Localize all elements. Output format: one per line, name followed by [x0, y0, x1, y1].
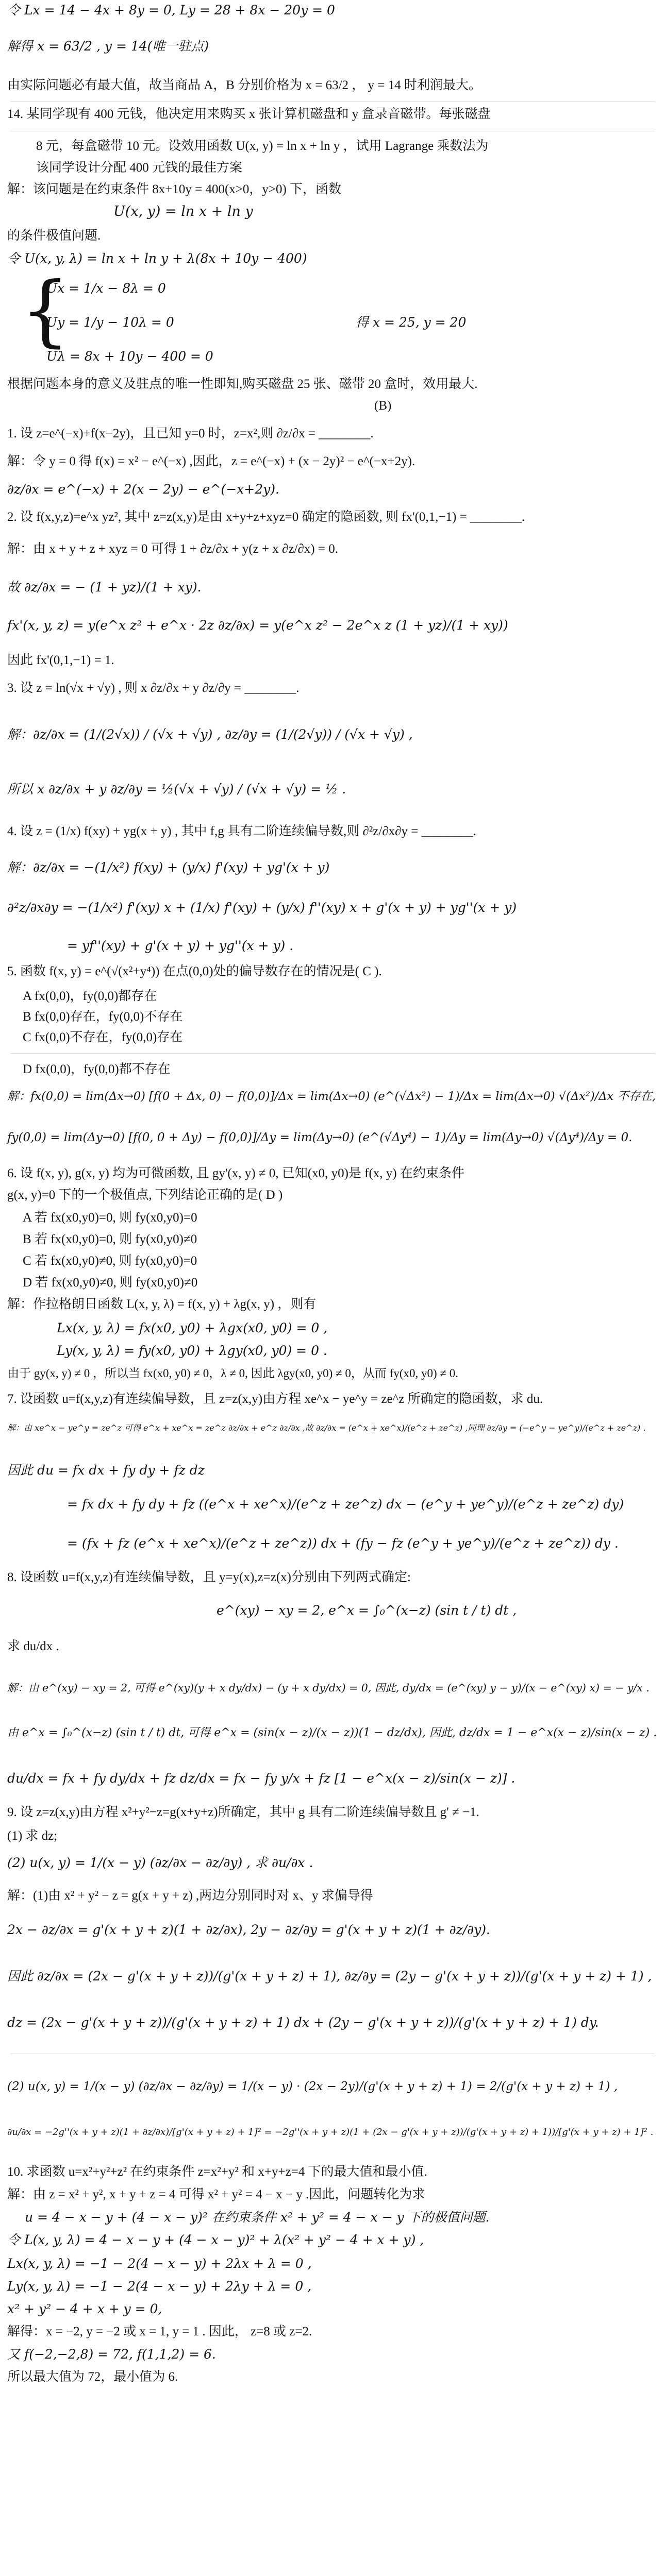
- problem-statement: 7. 设函数 u=f(x,y,z)有连续偏导数，且 z=z(x,y)由方程 xe^x − ye^y = ze^z 所确定的隐函数，求 du.: [7, 1392, 543, 1406]
- formula: 解：∂z/∂x = −(1/x²) f(xy) + (y/x) f'(xy) + yg'(x + y): [7, 860, 330, 875]
- formula: x² + y² − 4 + x + y = 0,: [7, 2301, 162, 2316]
- text-line: 该同学设计分配 400 元钱的最佳方案: [36, 161, 243, 175]
- text-line: 因此 fx'(0,1,−1) = 1.: [7, 653, 114, 667]
- text-line: 解：该问题是在约束条件 8x+10y = 400(x>0，y>0) 下，函数: [7, 182, 342, 196]
- problem-14-statement: 14. 某同学现有 400 元钱，他决定用来购买 x 张计算机磁盘和 y 盒录音磁带。每张磁盘: [7, 107, 491, 121]
- section-heading: (B): [374, 399, 392, 413]
- formula: = fx dx + fy dy + fz ((e^x + xe^x)/(e^z + ze^z) dx − (e^y + ye^y)/(e^z + ze^z) dy): [67, 1497, 624, 1512]
- formula: 由 e^x = ∫₀^(x−z) (sin t / t) dt, 可得 e^x = (sin(x − z)/(x − z))(1 − dz/dx), 因此, dz/dx = 1 − e^x(x − z)/sin(x − z) .: [7, 1726, 657, 1739]
- formula: Ux = 1/x − 8λ = 0: [46, 281, 166, 296]
- formula: 所以 x ∂z/∂x + y ∂z/∂y = ½(√x + √y) / (√x + √y) = ½ .: [7, 782, 346, 796]
- problem-statement: 4. 设 z = (1/x) f(xy) + yg(x + y) , 其中 f,g 具有二阶连续偏导数,则 ∂²z/∂x∂y = ________.: [7, 824, 476, 838]
- formula: u = 4 − x − y + (4 − x − y)² 在约束条件 x² + y² = 4 − x − y 下的极值问题.: [25, 2210, 490, 2225]
- text-line: 解：作拉格朗日函数 L(x, y, λ) = f(x, y) + λg(x, y) ，则有: [7, 1297, 317, 1311]
- formula: = (fx + fz (e^x + xe^x)/(e^z + ze^z)) dx + (fy − fz (e^y + ye^y)/(e^z + ze^z)) dy .: [67, 1536, 619, 1551]
- formula: ∂z/∂x = e^(−x) + 2(x − 2y) − e^(−x+2y).: [7, 482, 279, 497]
- formula: 又 f(−2,−2,8) = 72, f(1,1,2) = 6.: [7, 2347, 216, 2362]
- formula: (2) u(x, y) = 1/(x − y) (∂z/∂x − ∂z/∂y) = 1/(x − y) · (2x − 2y)/(g'(x + y + z) + 1) = 2/(g'(x + y + z) + 1) ,: [7, 2080, 618, 2093]
- choice-b: B fx(0,0)存在，fy(0,0)不存在: [23, 1010, 183, 1024]
- formula: Lx(x, y, λ) = −1 − 2(4 − x − y) + 2λx + λ = 0 ,: [7, 2256, 312, 2271]
- text-line: 令 Lx = 14 − 4x + 8y = 0, Ly = 28 + 8x − 20y = 0: [7, 3, 335, 18]
- text-line: (1) 求 dz;: [7, 1829, 58, 1843]
- formula: 解：由 e^(xy) − xy = 2, 可得 e^(xy)(y + x dy/dx) − (y + x dy/dx) = 0, 因此, dy/dx = (e^(xy) y − y)/(x − e^(xy) x) = − y/x .: [7, 1682, 650, 1694]
- problem-statement: 10. 求函数 u=x²+y²+z² 在约束条件 z=x²+y² 和 x+y+z=4 下的最大值和最小值.: [7, 2165, 427, 2179]
- divider: [10, 1053, 655, 1054]
- text-line: 解：令 y = 0 得 f(x) = x² − e^(−x) ,因此，z = e^(−x) + (x − 2y)² − e^(−x+2y).: [7, 454, 415, 468]
- problem-statement: 3. 设 z = ln(√x + √y) , 则 x ∂z/∂x + y ∂z/∂y = ________.: [7, 681, 300, 695]
- formula: 2x − ∂z/∂x = g'(x + y + z)(1 + ∂z/∂x), 2y − ∂z/∂y = g'(x + y + z)(1 + ∂z/∂y).: [7, 1922, 490, 1937]
- text-line: 解：(1)由 x² + y² − z = g(x + y + z) ,两边分别同时对 x、y 求偏导得: [7, 1889, 373, 1903]
- problem-statement: 6. 设 f(x, y), g(x, y) 均为可微函数, 且 gy'(x, y) ≠ 0, 已知(x0, y0)是 f(x, y) 在约束条件: [7, 1166, 464, 1180]
- brace-symbol: {: [21, 266, 70, 355]
- choice-a: A 若 fx(x0,y0)=0, 则 fy(x0,y0)=0: [23, 1211, 197, 1225]
- formula: U(x, y) = ln x + ln y: [113, 204, 253, 219]
- formula: 因此 du = fx dx + fy dy + fz dz: [7, 1463, 205, 1478]
- text-line: 由于 gy(x, y) ≠ 0 ，所以当 fx(x0, y0) ≠ 0，λ ≠ 0, 因此 λgy(x0, y0) ≠ 0，从而 fy(x0, y0) ≠ 0.: [7, 1367, 459, 1380]
- text-line: 所以最大值为 72，最小值为 6.: [7, 2370, 178, 2384]
- choice-c: C fx(0,0)不存在，fy(0,0)存在: [23, 1030, 183, 1044]
- formula: Lx(x, y, λ) = fx(x0, y0) + λgx(x0, y0) = 0 ,: [57, 1320, 328, 1335]
- text-line: 由实际问题必有最大值，故当商品 A，B 分别价格为 x = 63/2 ， y = 14 时利润最大。: [7, 78, 481, 92]
- problem-statement: 1. 设 z=e^(−x)+f(x−2y)，且已知 y=0 时，z=x²,则 ∂z/∂x = ________.: [7, 427, 374, 440]
- formula: Ly(x, y, λ) = fy(x0, y0) + λgy(x0, y0) = 0 .: [57, 1343, 327, 1358]
- problem-statement: 9. 设 z=z(x,y)由方程 x²+y²−z=g(x+y+z)所确定，其中 g 具有二阶连续偏导数且 g' ≠ −1.: [7, 1805, 479, 1819]
- formula: dz = (2x − g'(x + y + z))/(g'(x + y + z) + 1) dx + (2y − g'(x + y + z))/(g'(x + y + z) + 1) dy.: [7, 2015, 599, 2030]
- formula: fy(0,0) = lim(Δy→0) [f(0, 0 + Δy) − f(0,0)]/Δy = lim(Δy→0) (e^(√Δy⁴) − 1)/Δy = lim(Δy→0) √(Δy⁴)/Δy = 0.: [7, 1131, 633, 1144]
- formula: 令 L(x, y, λ) = 4 − x − y + (4 − x − y)² + λ(x² + y² − 4 + x + y) ,: [7, 2232, 424, 2247]
- formula: (2) u(x, y) = 1/(x − y) (∂z/∂x − ∂z/∂y) , 求 ∂u/∂x .: [7, 1855, 313, 1870]
- formula: 解：由 xe^x − ye^y = ze^z 可得 e^x + xe^x = ze^z ∂z/∂x + e^z ∂z/∂x ,故 ∂z/∂x = (e^x + xe^x)/(e^z + ze^z) ,同理 ∂z/∂y = (−e^y − ye^y)/(e^z + ze^z) .: [7, 1423, 646, 1433]
- text-line: 解：由 z = x² + y², x + y + z = 4 可得 x² + y² = 4 − x − y .因此，问题转化为求: [7, 2188, 425, 2201]
- formula: 解：fx(0,0) = lim(Δx→0) [f(0 + Δx, 0) − f(0,0)]/Δx = lim(Δx→0) (e^(√Δx²) − 1)/Δx = lim(Δx→0) √(Δx²)/Δx 不存在,: [7, 1090, 656, 1103]
- formula: = yf''(xy) + g'(x + y) + yg''(x + y) .: [67, 938, 294, 953]
- formula: ∂u/∂x = −2g''(x + y + z)(1 + ∂z/∂x)/[g'(x + y + z) + 1]² = −2g''(x + y + z)(1 + (2x − g'(x + y + z))/(g'(x + y + z) + 1))/[g'(x + y + z) + 1]² .: [7, 2127, 654, 2138]
- problem-statement: 5. 函数 f(x, y) = e^(√(x²+y⁴)) 在点(0,0)处的偏导数存在的情况是( C ).: [7, 964, 382, 978]
- formula: Ly(x, y, λ) = −1 − 2(4 − x − y) + 2λy + λ = 0 ,: [7, 2279, 312, 2294]
- choice-d: D fx(0,0)，fy(0,0)都不存在: [23, 1062, 171, 1076]
- formula: 解：∂z/∂x = (1/(2√x)) / (√x + √y) , ∂z/∂y = (1/(2√y)) / (√x + √y) ,: [7, 727, 413, 742]
- choice-c: C 若 fx(x0,y0)≠0, 则 fy(x0,y0)=0: [23, 1254, 197, 1268]
- formula: 得 x = 25, y = 20: [356, 315, 467, 330]
- choice-a: A fx(0,0)，fy(0,0)都存在: [23, 989, 157, 1003]
- formula: fx'(x, y, z) = y(e^x z² + e^x · 2z ∂z/∂x) = y(e^x z² − 2e^x z (1 + yz)/(1 + xy)): [7, 618, 508, 633]
- formula: Uλ = 8x + 10y − 400 = 0: [46, 349, 213, 364]
- formula: Uy = 1/y − 10λ = 0: [46, 315, 174, 330]
- problem-statement: 2. 设 f(x,y,z)=e^x yz², 其中 z=z(x,y)是由 x+y+z+xyz=0 确定的隐函数, 则 fx'(0,1,−1) = ________.: [7, 510, 525, 524]
- formula: e^(xy) − xy = 2, e^x = ∫₀^(x−z) (sin t / t) dt ,: [217, 1603, 517, 1618]
- text-line: 解：由 x + y + z + xyz = 0 可得 1 + ∂z/∂x + y(z + x ∂z/∂x) = 0.: [7, 542, 338, 556]
- text-line: 的条件极值问题.: [7, 229, 101, 243]
- text-line: 解得 x = 63/2 , y = 14(唯一驻点): [7, 39, 209, 54]
- formula: du/dx = fx + fy dy/dx + fz dz/dx = fx − fy y/x + fz [1 − e^x(x − z)/sin(x − z)] .: [7, 1771, 516, 1786]
- formula: 令 U(x, y, λ) = ln x + ln y + λ(8x + 10y − 400): [7, 251, 307, 266]
- choice-d: D 若 fx(x0,y0)≠0, 则 fy(x0,y0)≠0: [23, 1276, 198, 1290]
- formula: ∂²z/∂x∂y = −(1/x²) f'(xy) x + (1/x) f'(xy) + (y/x) f''(xy) x + g'(x + y) + yg''(x + y): [7, 900, 517, 915]
- text-line: g(x, y)=0 下的一个极值点, 下列结论正确的是( D ): [7, 1188, 283, 1202]
- formula: 因此 ∂z/∂x = (2x − g'(x + y + z))/(g'(x + y + z) + 1), ∂z/∂y = (2y − g'(x + y + z))/(g'(x + y + z) + 1) ,: [7, 1969, 652, 1984]
- choice-b: B 若 fx(x0,y0)=0, 则 fy(x0,y0)≠0: [23, 1232, 197, 1246]
- text-line: 根据问题本身的意义及驻点的唯一性即知,购买磁盘 25 张、磁带 20 盒时，效用最大.: [7, 377, 478, 391]
- formula: 故 ∂z/∂x = − (1 + yz)/(1 + xy).: [7, 580, 202, 595]
- text-line: 8 元，每盒磁带 10 元。设效用函数 U(x, y) = ln x + ln y ，试用 Lagrange 乘数法为: [36, 139, 489, 153]
- text-line: 求 du/dx .: [7, 1639, 59, 1653]
- text-line: 解得：x = −2, y = −2 或 x = 1, y = 1 . 因此， z=8 或 z=2.: [7, 2325, 312, 2338]
- problem-statement: 8. 设函数 u=f(x,y,z)有连续偏导数，且 y=y(x),z=z(x)分别由下列两式确定:: [7, 1570, 411, 1584]
